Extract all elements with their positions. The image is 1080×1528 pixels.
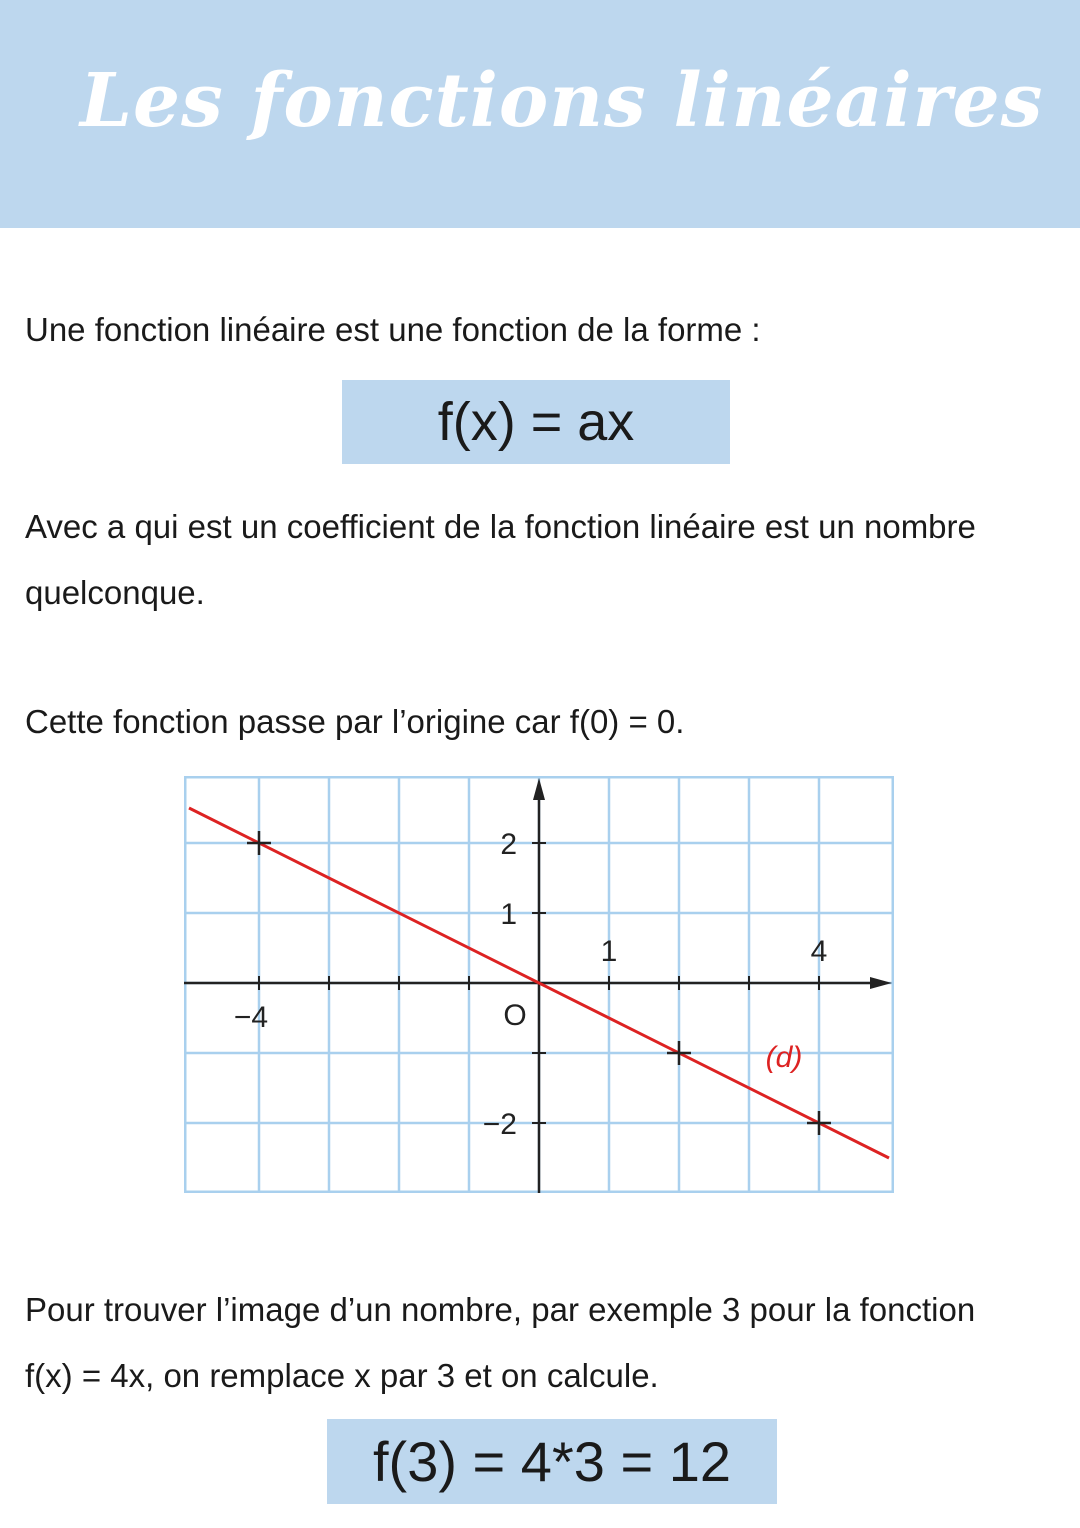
x-tick-label: 4 (810, 935, 828, 968)
origin-label: O (503, 999, 527, 1032)
explanation-line-2: quelconque. (25, 574, 205, 611)
y-tick-label: −2 (482, 1108, 517, 1141)
explanation-line-1: Avec a qui est un coefficient de la fonction linéaire est un nombre (25, 508, 976, 545)
result-text: f(3) = 4*3 = 12 (372, 1430, 731, 1493)
x-tick-label: 1 (600, 935, 618, 968)
intro-text: Une fonction linéaire est une fonction de la forme : (25, 311, 761, 348)
title-banner (0, 0, 1080, 228)
line-label: (d) (765, 1041, 803, 1074)
y-tick-label: 2 (500, 828, 517, 861)
example-line-1: Pour trouver l’image d’un nombre, par exemple 3 pour la fonction (25, 1291, 976, 1328)
origin-statement: Cette fonction passe par l’origine car f(0) = 0. (25, 703, 685, 740)
example-line-2: f(x) = 4x, on remplace x par 3 et on calcule. (25, 1357, 659, 1394)
formula-box (342, 380, 730, 464)
formula-text: f(x) = ax (437, 392, 635, 452)
page-title: Les fonctions linéaires (80, 58, 1044, 144)
linear-function-graph (184, 776, 894, 1193)
y-tick-label: 1 (500, 898, 517, 931)
x-tick-label: −4 (233, 1001, 269, 1034)
result-box (327, 1419, 777, 1504)
